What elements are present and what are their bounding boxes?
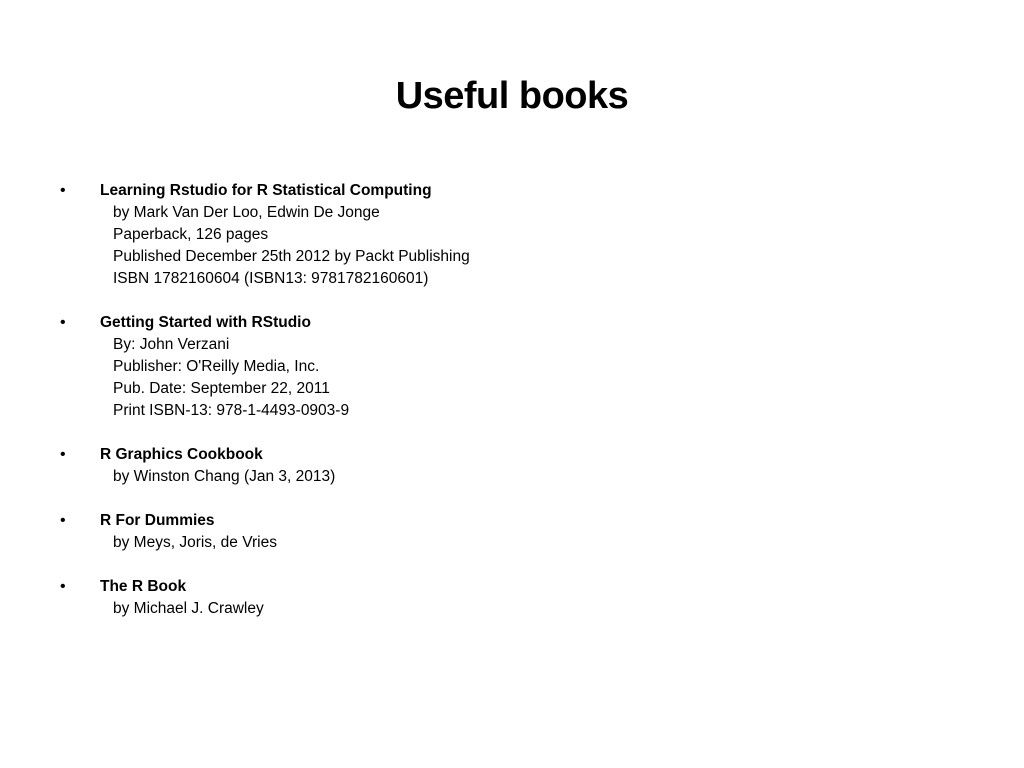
book-isbn: ISBN 1782160604 (ISBN13: 9781782160601) [113, 270, 429, 287]
book-author: by Meys, Joris, de Vries [113, 534, 277, 551]
bullet-icon: • [60, 512, 66, 529]
book-title: R For Dummies [100, 512, 215, 529]
book-author: by Winston Chang (Jan 3, 2013) [113, 468, 336, 485]
book-publication-date: Pub. Date: September 22, 2011 [113, 380, 330, 397]
book-title: The R Book [100, 578, 187, 595]
book-publisher: Publisher: O'Reilly Media, Inc. [113, 358, 320, 375]
bullet-icon: • [60, 182, 66, 199]
book-list [60, 180, 960, 642]
book-isbn: Print ISBN-13: 978-1-4493-0903-9 [113, 402, 350, 419]
book-item [60, 576, 960, 620]
book-author: By: John Verzani [113, 336, 230, 353]
book-title: Learning Rstudio for R Statistical Computing [100, 182, 432, 199]
bullet-icon: • [60, 578, 66, 595]
book-item [60, 444, 960, 488]
bullet-icon: • [60, 446, 66, 463]
book-title: Getting Started with RStudio [100, 314, 311, 331]
book-item [60, 180, 960, 290]
book-title: R Graphics Cookbook [100, 446, 263, 463]
book-item [60, 312, 960, 422]
book-author: by Mark Van Der Loo, Edwin De Jonge [113, 204, 380, 221]
book-author: by Michael J. Crawley [113, 600, 264, 617]
book-publication: Published December 25th 2012 by Packt Publishing [113, 248, 470, 265]
book-format: Paperback, 126 pages [113, 226, 269, 243]
bullet-icon: • [60, 314, 66, 331]
slide-title: Useful books [395, 75, 629, 117]
book-item [60, 510, 960, 554]
